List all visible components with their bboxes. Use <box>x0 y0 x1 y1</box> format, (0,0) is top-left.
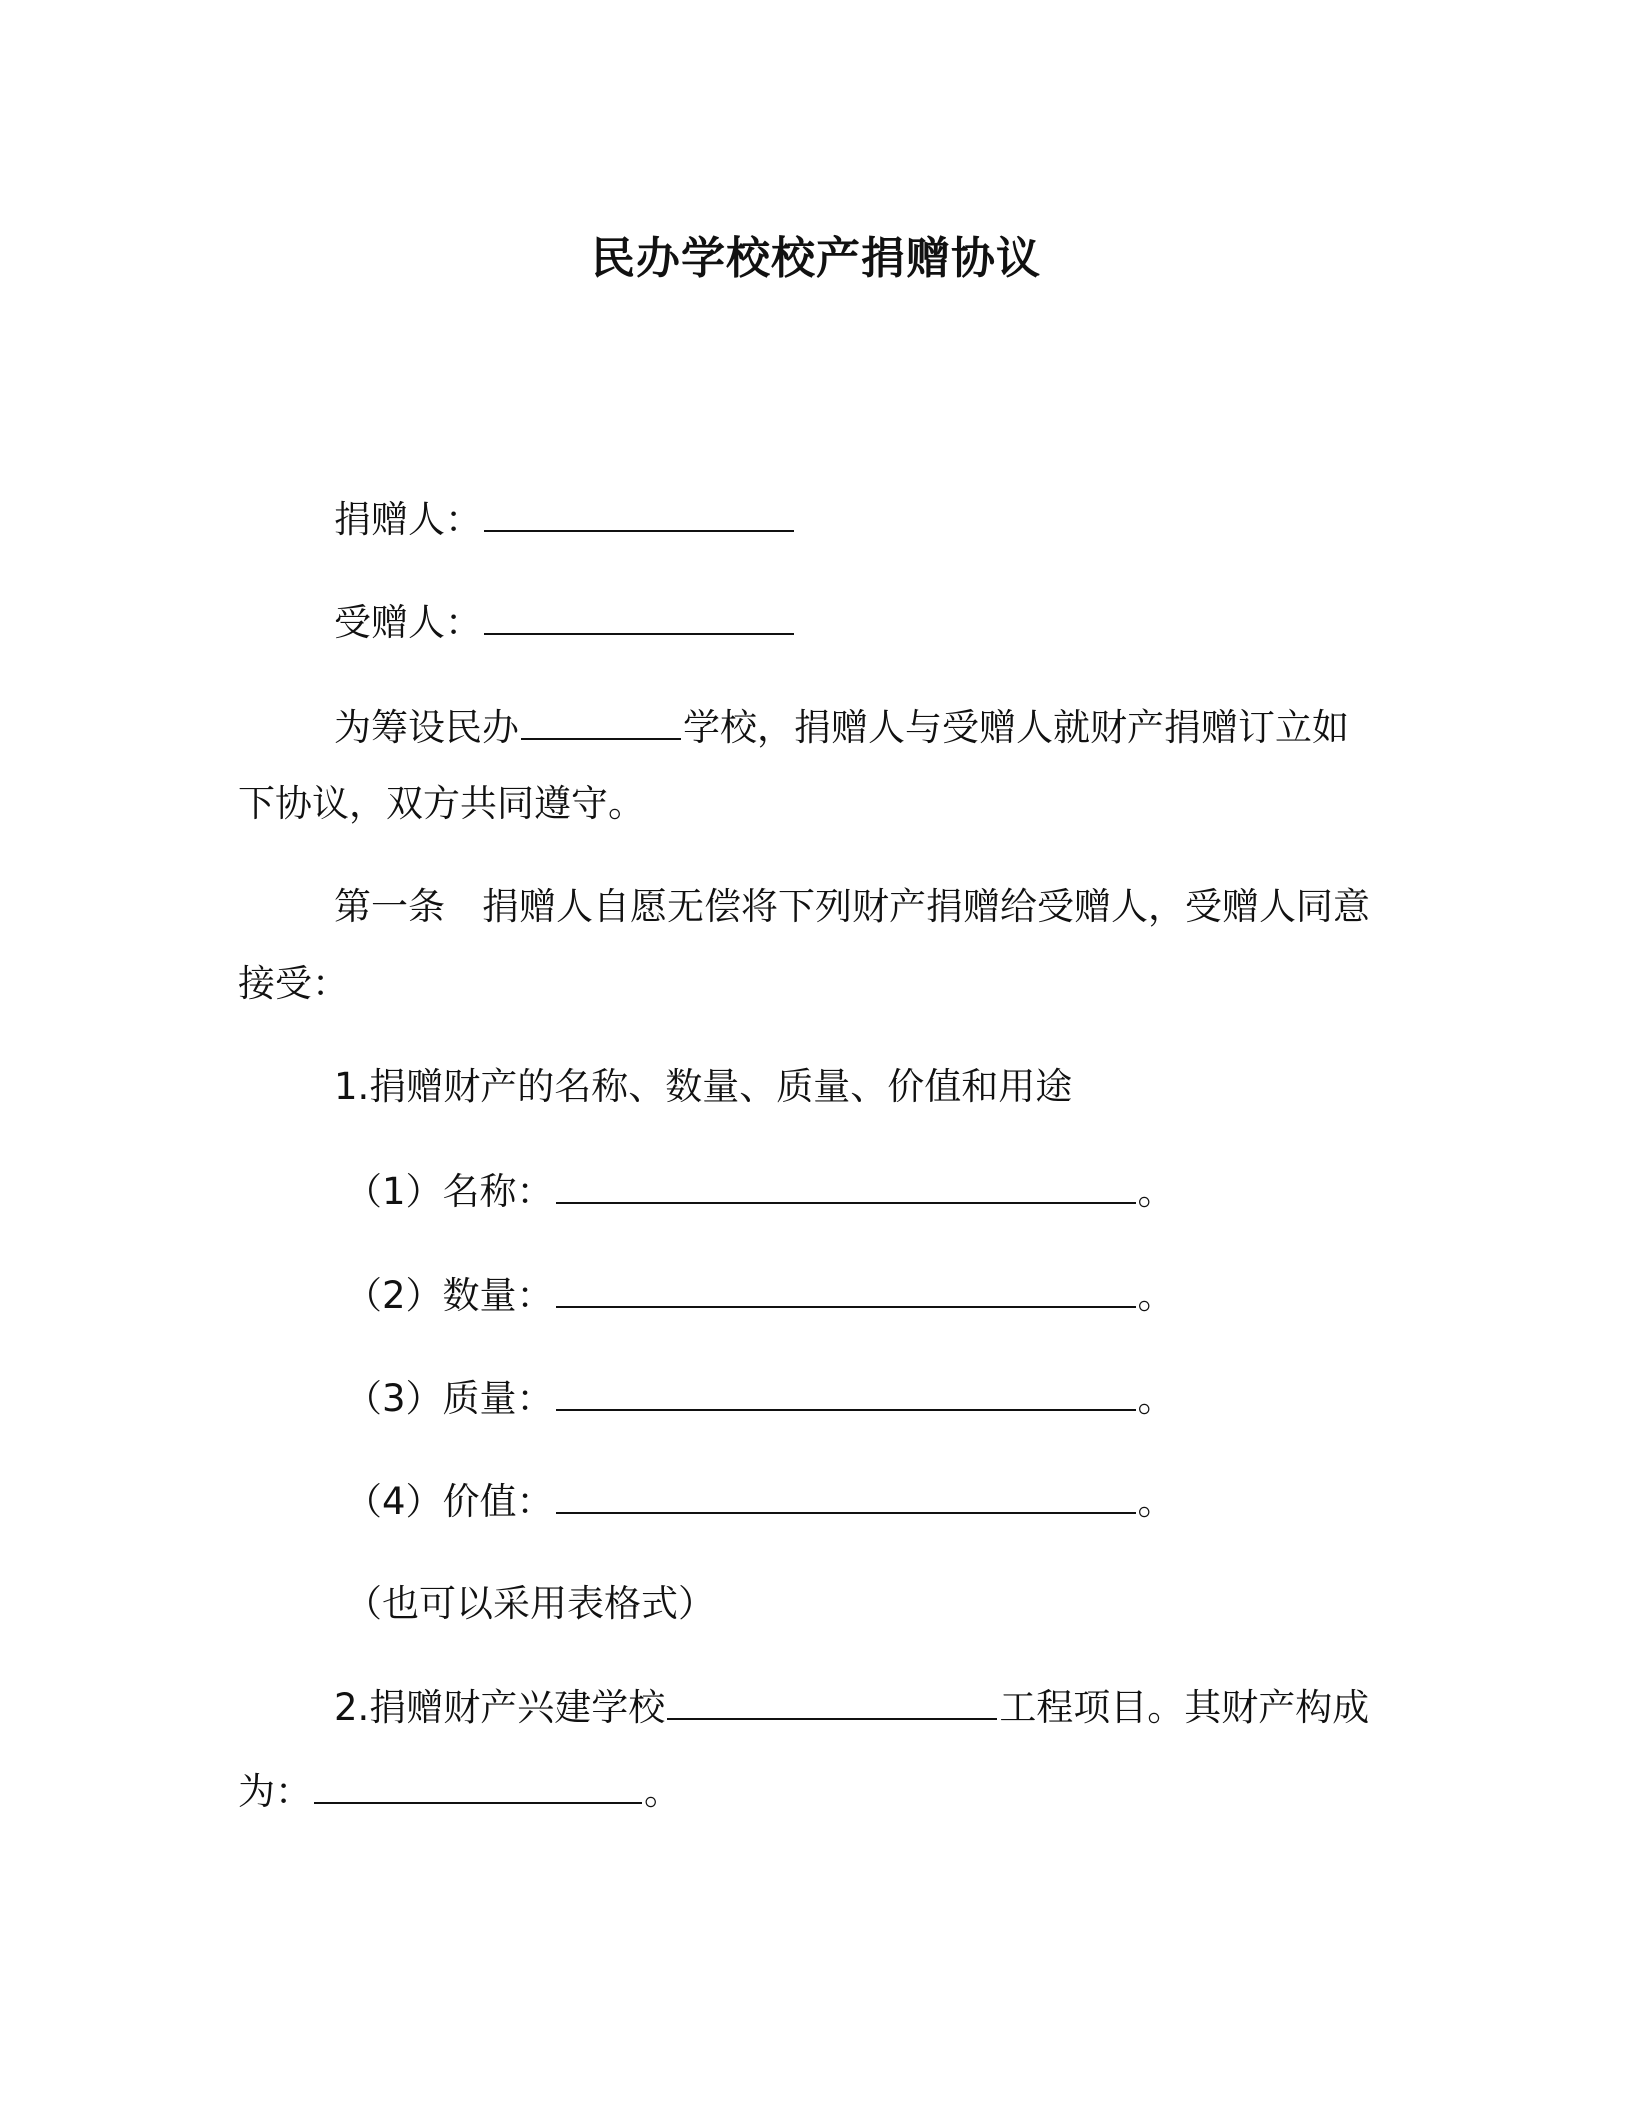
item-quantity-line <box>345 1274 1175 1317</box>
intro-text-1: 为筹设民办 <box>334 706 519 749</box>
item-name-end: 。 <box>1137 1170 1175 1213</box>
clause1-heading: 1.捐赠财产的名称、数量、质量、价值和用途 <box>334 1065 1073 1108</box>
item-quantity-blank[interactable] <box>556 1276 1136 1308</box>
recipient-line <box>334 601 796 644</box>
item-quality-blank[interactable] <box>556 1379 1136 1411</box>
clause2-line2-end: 。 <box>644 1770 681 1813</box>
donor-blank[interactable] <box>484 500 794 532</box>
intro-text-2: 学校，捐赠人与受赠人就财产捐赠订立如 <box>683 706 1349 749</box>
composition-blank[interactable] <box>314 1772 642 1804</box>
intro-line-1 <box>334 706 1349 749</box>
project-name-blank[interactable] <box>667 1688 997 1720</box>
item-quality-label: （3）质量： <box>345 1377 554 1420</box>
document-title: 民办学校校产捐赠协议 <box>591 233 1041 284</box>
clause2-line-1 <box>334 1686 1370 1729</box>
item-value-blank[interactable] <box>556 1482 1136 1514</box>
article1-line-1: 第一条 捐赠人自愿无偿将下列财产捐赠给受赠人，受赠人同意 <box>334 885 1370 928</box>
item-name-label: （1）名称： <box>345 1170 554 1213</box>
recipient-label: 受赠人： <box>334 601 482 644</box>
item-value-line <box>345 1480 1175 1523</box>
item-quantity-label: （2）数量： <box>345 1274 554 1317</box>
table-note: （也可以采用表格式） <box>345 1582 715 1625</box>
recipient-blank[interactable] <box>484 603 794 635</box>
item-value-label: （4）价值： <box>345 1480 554 1523</box>
clause2-text-1: 2.捐赠财产兴建学校 <box>334 1686 666 1729</box>
item-name-line <box>345 1170 1175 1213</box>
item-name-blank[interactable] <box>556 1172 1136 1204</box>
article1-line-2: 接受： <box>238 962 349 1005</box>
item-quality-end: 。 <box>1137 1377 1175 1420</box>
intro-line-2: 下协议，双方共同遵守。 <box>238 782 645 825</box>
donor-line <box>334 498 796 541</box>
clause2-line-2 <box>238 1770 681 1813</box>
clause2-line2-label: 为： <box>238 1770 312 1813</box>
item-quality-line <box>345 1377 1175 1420</box>
item-quantity-end: 。 <box>1137 1274 1175 1317</box>
clause2-text-2: 工程项目。其财产构成 <box>999 1686 1370 1729</box>
donor-label: 捐赠人： <box>334 498 482 541</box>
school-name-blank[interactable] <box>521 708 681 740</box>
item-value-end: 。 <box>1137 1480 1175 1523</box>
